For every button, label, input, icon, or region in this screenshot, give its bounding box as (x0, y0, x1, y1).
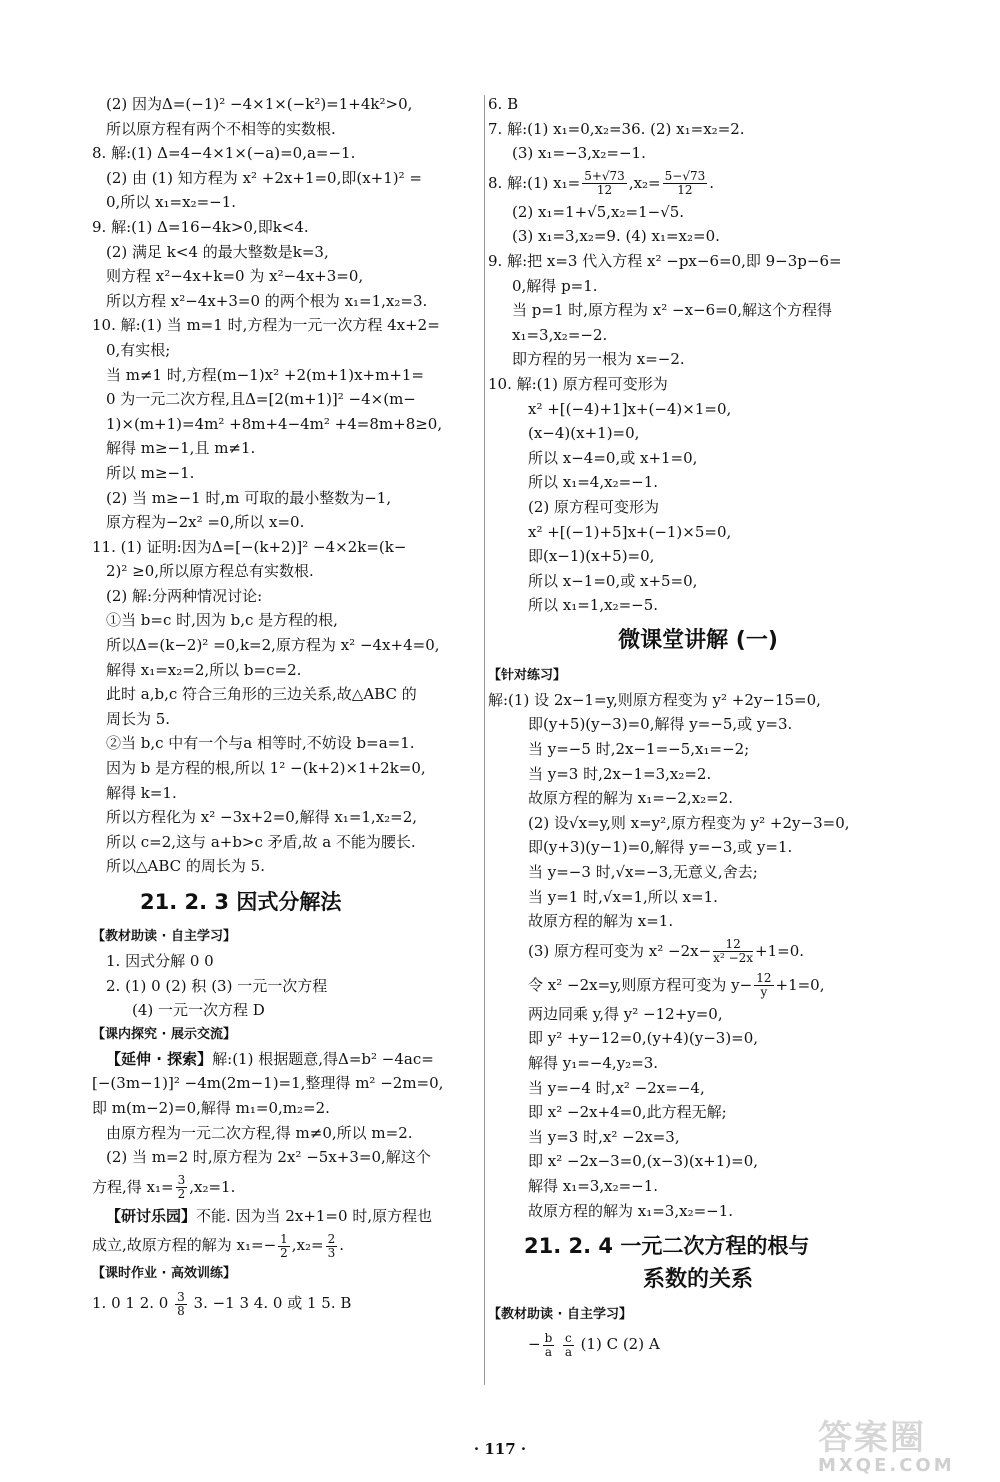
fraction (175, 1291, 187, 1318)
answer-line: 1. 因式分解 0 0 (106, 952, 214, 970)
solution-line: (2) 设√x=y,则 x=y²,原方程变为 y² +2y−3=0, (528, 813, 850, 832)
answer-line: 2)² ≥0,所以原方程总有实数根. (106, 562, 314, 581)
fraction (663, 170, 708, 197)
answer-line: x² +[(−4)+1]x+(−4)×1=0, (528, 399, 732, 418)
solution-line: 即 y² +y−12=0,(y+4)(y−3)=0, (528, 1029, 759, 1048)
solution-line: 两边同乘 y,得 y² −12+y=0, (528, 1004, 723, 1023)
p3-post: +1=0. (755, 941, 805, 960)
answer-line: ②当 b,c 中有一个与a 相等时,不妨设 b=a=1. (106, 734, 415, 753)
denominator: 12 (596, 183, 613, 198)
fraction (326, 1233, 338, 1260)
solution-line: 即 x² −2x−3=0,(x−3)(x+1)=0, (528, 1152, 759, 1171)
answer-line: 1)×(m+1)=4m² +8m+4−4m² +4=8m+8≥0, (106, 414, 443, 433)
solution-line: 故原方程的解为 x₁=3,x₂=−1. (528, 1201, 734, 1220)
answer-line: 10. 解:(1) 当 m=1 时,方程为一元一次方程 4x+2= (92, 316, 440, 335)
answer-line: 则方程 x²−4x+k=0 为 x²−4x+3=0, (106, 267, 364, 286)
p4-pre: 令 x² −2x=y,则原方程可变为 y− (528, 975, 753, 994)
fraction (582, 170, 627, 197)
tag-textbook-reading-2: 【教材助读 · 自主学习】 (488, 1307, 632, 1323)
tag-targeted-practice: 【针对练习】 (488, 667, 567, 683)
answer-line: 此时 a,b,c 符合三角形的三边关系,故△ABC 的 (106, 685, 417, 704)
right-answers-block (488, 92, 908, 166)
denominator: 2 (280, 1245, 288, 1260)
tag-textbook-reading: 【教材助读 · 自主学习】 (92, 929, 236, 944)
denominator: 3 (327, 1245, 336, 1260)
p4-line (488, 968, 908, 1002)
denominator: 12 (677, 183, 693, 198)
left-column (92, 92, 482, 1320)
answer-line: 即(x−1)(x+5)=0, (528, 547, 655, 566)
answer-line: (2) 原方程可变形为 (528, 497, 660, 516)
numerator: 3 (177, 1173, 186, 1188)
right-column (488, 92, 908, 1361)
answer-line: (3) x₁=−3,x₂=−1. (512, 144, 646, 163)
answer-line: 9. 解:(1) Δ=16−4k>0,即k<4. (92, 217, 309, 236)
fun-line-1 (92, 1228, 482, 1262)
answer-line: 所以 x−1=0,或 x+5=0, (528, 571, 698, 590)
answer-line: 所以△ABC 的周长为 5. (106, 857, 265, 876)
answer-line: 所以 x−4=0,或 x+1=0, (528, 448, 698, 467)
last-line (488, 1327, 908, 1361)
fraction (754, 972, 773, 999)
solution-line: 即(y+3)(y−1)=0,解得 y=−3,或 y=1. (528, 838, 793, 857)
answer-line: x² +[(−1)+5]x+(−1)×5=0, (528, 522, 732, 541)
numerator: 12 (713, 938, 753, 952)
answer-line: 2. (1) 0 (2) 积 (3) 一元一次方程 (106, 976, 328, 995)
answer-line: 9. 解:把 x=3 代入方程 x² −px−6=0,即 9−3p−6= (488, 251, 842, 270)
answer-line: 解得 x₁=x₂=2,所以 b=c=2. (106, 660, 302, 679)
column-divider (484, 95, 485, 1385)
fraction (543, 1332, 555, 1359)
ext-line-3: 由原方程为一元二次方程,得 m≠0,所以 m=2. (106, 1123, 413, 1142)
answer-line: 所以 c=2,这与 a+b>c 矛盾,故 a 不能为腰长. (106, 832, 416, 851)
fun-label: 【研讨乐园】 (106, 1206, 197, 1225)
answer-line: 所以 x₁=4,x₂=−1. (528, 473, 659, 492)
fraction (176, 1174, 188, 1201)
answer-line: 因为 b 是方程的根,所以 1² −(k+2)×1+2k=0, (106, 759, 426, 778)
section-title-21-2-4-line2: 系数的关系 (642, 1267, 753, 1293)
watermark-mark: 答案圈 (818, 1418, 926, 1458)
answer-line: 7. 解:(1) x₁=0,x₂=36. (2) x₁=x₂=2. (488, 119, 745, 138)
answer-line: (3) x₁=3,x₂=9. (4) x₁=x₂=0. (512, 227, 720, 246)
answer-line: 所以Δ=(k−2)² =0,k=2,原方程为 x² −4x+4=0, (106, 636, 440, 655)
fun-line-0 (92, 1204, 482, 1229)
solution-line: 当 y=1 时,√x=1,所以 x=1. (528, 887, 718, 906)
right-answers-mid (488, 200, 908, 618)
answer-line: 0,解得 p=1. (512, 276, 598, 295)
answer-line: (2) 满足 k<4 的最大整数是k=3, (106, 242, 329, 261)
answer-line: 0,有实根; (106, 340, 171, 359)
answer-line: 周长为 5. (106, 709, 171, 728)
p3-line (488, 934, 908, 968)
numerator: 12 (756, 971, 772, 986)
q8-line (488, 166, 908, 200)
section-title-21-2-4: 21. 2. 4 一元二次方程的根与 (524, 1234, 810, 1259)
answer-line: 所以 x₁=1,x₂=−5. (528, 596, 659, 615)
homework-line (92, 1286, 482, 1320)
tag-homework: 【课时作业 · 高效训练】 (92, 1266, 236, 1282)
answer-line: 0 为一元二次方程,且Δ=[2(m+1)]² −4×(m− (106, 390, 416, 409)
ext-label: 【延伸 · 探索】 (106, 1049, 213, 1068)
p3-pre: (3) 原方程可变为 x² −2x− (528, 941, 712, 960)
ext-line-2: 即 m(m−2)=0,解得 m₁=0,m₂=2. (92, 1098, 330, 1117)
solution-line: 故原方程的解为 x=1. (528, 912, 674, 931)
denominator: y (760, 985, 768, 1000)
answer-line: 0,所以 x₁=x₂=−1. (106, 193, 237, 212)
denominator: a (564, 1344, 572, 1359)
answer-line: 当 m≠1 时,方程(m−1)x² +2(m+1)x+m+1= (106, 365, 425, 384)
answer-line: 原方程为−2x² =0,所以 x=0. (106, 513, 305, 532)
answer-line: 11. (1) 证明:因为Δ=[−(k+2)]² −4×2k=(k− (92, 537, 407, 556)
ext-line-1: [−(3m−1)]² −4m(2m−1)=1,整理得 m² −2m=0, (92, 1074, 444, 1093)
answer-line: (x−4)(x+1)=0, (528, 424, 640, 443)
answer-line: 所以方程化为 x² −3x+2=0,解得 x₁=1,x₂=2, (106, 808, 418, 827)
micro-lecture-title: 微课堂讲解 (一) (618, 627, 778, 653)
hw-pre: 1. 0 1 2. 0 (92, 1294, 169, 1313)
answer-line: 解得 m≥−1,且 m≠1. (106, 439, 256, 458)
q8-pre: 8. 解:(1) x₁= (488, 173, 581, 192)
solution-line: 解:(1) 设 2x−1=y,则原方程变为 y² +2y−15=0, (488, 690, 821, 709)
practice-solutions (488, 688, 908, 934)
p4-post: +1=0, (775, 975, 825, 994)
ext-frac-pre: 方程,得 x₁= (92, 1177, 174, 1196)
answer-line: (2) 因为Δ=(−1)² −4×1×(−k²)=1+4k²>0, (106, 95, 413, 113)
denominator: x² −2x (713, 951, 754, 966)
ext-text-0: 解:(1) 根据题意,得Δ=b² −4ac= (212, 1049, 434, 1068)
numerator: 1 (280, 1231, 288, 1246)
answer-line: x₁=3,x₂=−2. (512, 325, 608, 344)
tag-classroom-inquiry: 【课内探究 · 展示交流】 (92, 1026, 236, 1042)
solution-line: 当 y=−3 时,√x=−3,无意义,舍去; (528, 863, 758, 882)
fun-pre: 成立,故原方程的解为 x₁=− (92, 1236, 277, 1255)
answer-line: (2) x₁=1+√5,x₂=1−√5. (512, 202, 685, 221)
denominator: 2 (177, 1187, 186, 1202)
practice-solutions-end (488, 1002, 908, 1223)
solution-line: 解得 x₁=3,x₂=−1. (528, 1176, 659, 1195)
answer-line: 所以 m≥−1. (106, 463, 195, 482)
solution-line: 故原方程的解为 x₁=−2,x₂=2. (528, 789, 734, 808)
answer-line: (2) 由 (1) 知方程为 x² +2x+1=0,即(x+1)² = (106, 168, 422, 187)
left-answers-block (92, 92, 482, 879)
answer-line: 8. 解:(1) Δ=4−4×1×(−a)=0,a=−1. (92, 144, 356, 163)
fraction (563, 1332, 574, 1359)
hw-post: 3. −1 3 4. 0 或 1 5. B (193, 1294, 352, 1313)
q8-mid: ,x₂= (628, 173, 661, 192)
fraction (713, 938, 753, 965)
solution-line: 解得 y₁=−4,y₂=3. (528, 1054, 659, 1072)
answer-line: 所以原方程有两个不相等的实数根. (106, 119, 336, 138)
fun-mid: ,x₂= (291, 1236, 324, 1255)
last-pre: − (528, 1335, 541, 1354)
denominator: 8 (177, 1303, 185, 1318)
fun-post: . (339, 1236, 345, 1255)
answer-line: 所以方程 x²−4x+3=0 的两个根为 x₁=1,x₂=3. (106, 291, 428, 310)
solution-line: 当 y=3 时,2x−1=3,x₂=2. (528, 764, 712, 783)
answer-line: (4) 一元一次方程 D (132, 1001, 265, 1020)
numerator: c (565, 1330, 572, 1345)
last-post: (1) C (2) A (580, 1335, 660, 1354)
watermark-logo (818, 1410, 968, 1476)
solution-line: 当 y=−5 时,2x−1=−5,x₁=−2; (528, 740, 750, 759)
answer-line: 当 p=1 时,原方程为 x² −x−6=0,解这个方程得 (512, 301, 833, 320)
solution-line: 当 y=3 时,x² −2x=3, (528, 1127, 680, 1146)
answer-line: 6. B (488, 95, 519, 113)
ext-line-4: (2) 当 m=2 时,原方程为 2x² −5x+3=0,解这个 (106, 1148, 431, 1167)
answer-line: (2) 当 m≥−1 时,m 可取的最小整数为−1, (106, 488, 392, 507)
numerator: b (544, 1330, 553, 1345)
ext-frac-post: ,x₂=1. (189, 1177, 236, 1196)
solution-line: 即 x² −2x+4=0,此方程无解; (528, 1103, 727, 1122)
q8-post: . (709, 173, 715, 192)
solution-line: 当 y=−4 时,x² −2x=−4, (528, 1078, 705, 1097)
answer-line: ①当 b=c 时,因为 b,c 是方程的根, (106, 611, 338, 630)
textbook-reading-answers (92, 949, 482, 1023)
denominator: a (544, 1344, 552, 1359)
answer-line: 解得 k=1. (106, 783, 177, 802)
fun-text-0: 不能. 因为当 2x+1=0 时,原方程也 (196, 1206, 433, 1225)
ext-line-0 (92, 1047, 482, 1072)
page-number: · 117 · (473, 1440, 527, 1458)
numerator: 5−√73 (664, 169, 706, 184)
numerator: 3 (177, 1289, 185, 1304)
section-title-21-2-3: 21. 2. 3 因式分解法 (140, 890, 342, 914)
numerator: 2 (327, 1231, 336, 1246)
solution-line: 即(y+5)(y−3)=0,解得 y=−5,或 y=3. (528, 715, 793, 734)
watermark-url: MXQE.COM (818, 1455, 955, 1476)
answer-line: 即方程的另一根为 x=−2. (512, 350, 685, 369)
numerator: 5+√73 (584, 169, 625, 184)
answer-line: 10. 解:(1) 原方程可变形为 (488, 374, 668, 393)
ext-line-5 (92, 1170, 482, 1204)
fraction (278, 1233, 290, 1260)
answer-line: (2) 解:分两种情况讨论: (106, 586, 263, 605)
